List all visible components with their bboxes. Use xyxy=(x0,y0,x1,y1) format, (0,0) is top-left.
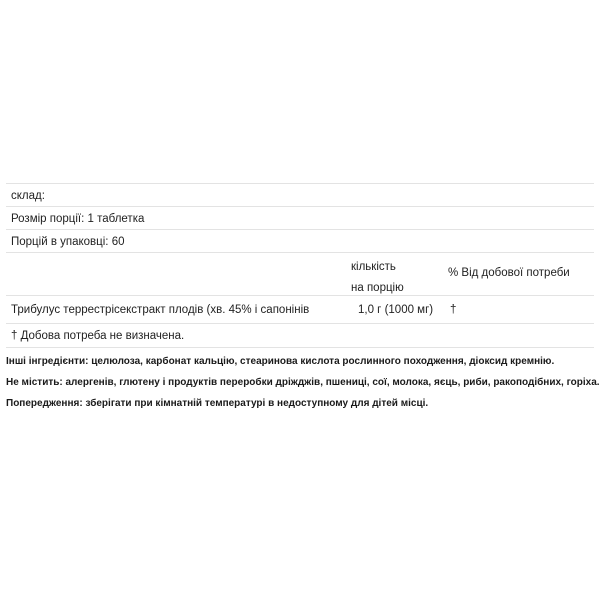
allergen-free-note xyxy=(6,377,600,398)
allergen-free-text: алергенів, глютену і продуктів переробки дріжджів, пшениці, сої, молока, яєць, риби, ракоподібних, горіха. xyxy=(62,377,600,388)
warning-label: Попередження: xyxy=(6,398,83,409)
ingredient-amount: 1,0 г (1000 мг) xyxy=(358,304,434,316)
daily-value-footnote: † Добова потреба не визначена. xyxy=(6,323,594,348)
allergen-free-label: Не містить: xyxy=(6,377,63,388)
ingredient-name: Трибулус террестрісекстракт плодів (хв. 45% і сапонінів xyxy=(11,304,310,316)
product-notes xyxy=(6,356,600,419)
column-header-row xyxy=(6,252,594,295)
daily-value-header: % Від добової потреби xyxy=(448,267,570,279)
facts-heading: склад: xyxy=(6,183,594,206)
ingredient-daily-value: † xyxy=(450,304,457,316)
other-ingredients-text: целюлоза, карбонат кальцію, стеаринова кислота рослинного походження, діоксид кремнію. xyxy=(88,356,555,367)
other-ingredients-label: Інші інгредієнти: xyxy=(6,356,89,367)
other-ingredients-note xyxy=(6,356,594,377)
servings-per-container: Порцій в упаковці: 60 xyxy=(6,229,594,252)
serving-size: Розмір порції: 1 таблетка xyxy=(6,206,594,229)
amount-header-line2: на порцію xyxy=(351,282,404,294)
amount-per-serving-header xyxy=(351,257,404,299)
warning-note xyxy=(6,398,594,419)
supplement-facts-table xyxy=(6,183,594,348)
amount-header-line1: кількість xyxy=(351,261,396,273)
ingredient-row xyxy=(6,295,594,323)
warning-text: зберігати при кімнатній температурі в недоступному для дітей місці. xyxy=(82,398,429,409)
